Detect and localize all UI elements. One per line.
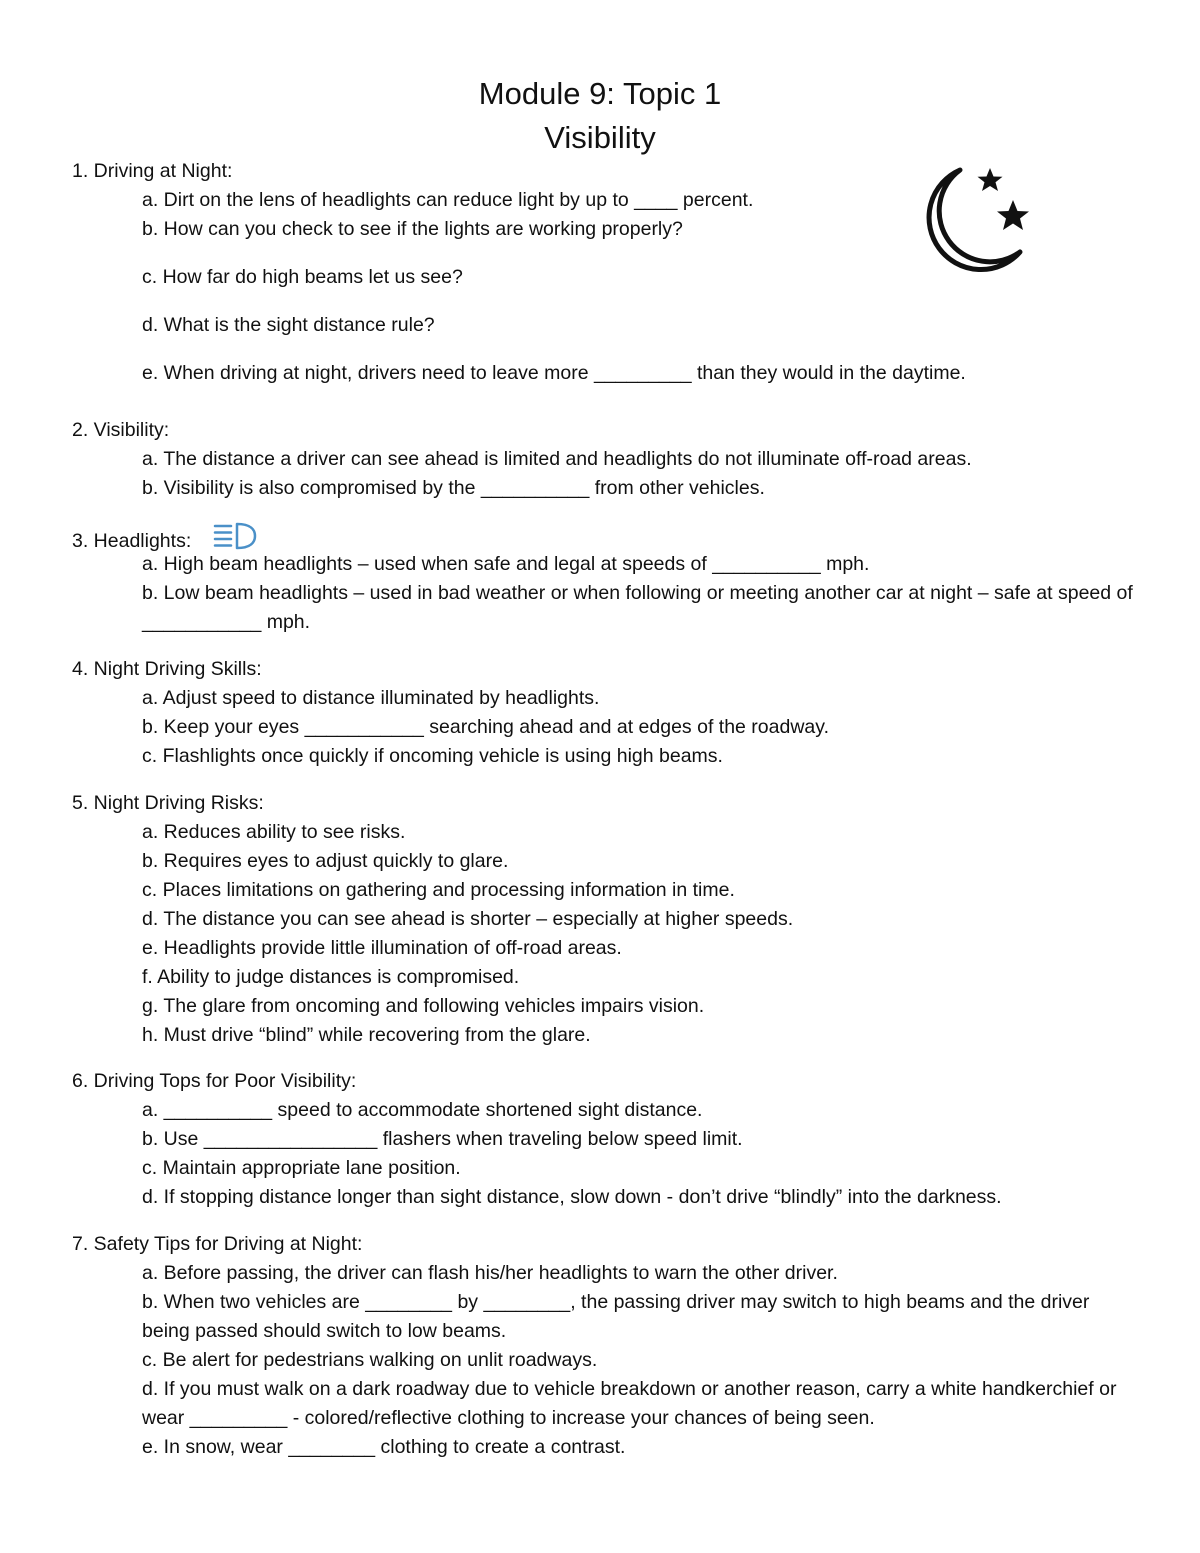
section-heading: 5. Night Driving Risks:: [72, 792, 264, 814]
section-driving-at-night: [72, 157, 1142, 388]
list-item: a. High beam headlights – used when safe and legal at speeds of __________ mph.: [142, 553, 870, 575]
list-item: b. Use ________________ flashers when traveling below speed limit.: [142, 1128, 743, 1150]
section-poor-visibility-tips: [72, 1067, 1142, 1212]
section-visibility: [72, 416, 1142, 503]
section-headlights: [72, 521, 1142, 637]
list-item: a. Before passing, the driver can flash his/her headlights to warn the other driver.: [142, 1262, 838, 1284]
headlight-icon: [211, 521, 257, 551]
list-item: c. Be alert for pedestrians walking on unlit roadways.: [142, 1349, 598, 1371]
list-item: c. Flashlights once quickly if oncoming vehicle is using high beams.: [142, 745, 723, 767]
list-item: e. When driving at night, drivers need to leave more _________ than they would in the daytime.: [142, 362, 966, 384]
list-item: a. Dirt on the lens of headlights can reduce light by up to ____ percent.: [142, 189, 754, 211]
list-item: g. The glare from oncoming and following vehicles impairs vision.: [142, 995, 705, 1017]
list-item: c. Maintain appropriate lane position.: [142, 1157, 461, 1179]
list-item: b. When two vehicles are ________ by ________, the passing driver may switch to high beams and the driver being passed should switch to low beams.: [142, 1291, 1090, 1342]
section-night-driving-skills: [72, 655, 1142, 771]
list-item: a. __________ speed to accommodate shortened sight distance.: [142, 1099, 703, 1121]
section-heading: 6. Driving Tops for Poor Visibility:: [72, 1070, 357, 1092]
section-night-safety-tips: [72, 1230, 1142, 1462]
list-item: b. Keep your eyes ___________ searching ahead and at edges of the roadway.: [142, 716, 829, 738]
list-item: d. What is the sight distance rule?: [142, 314, 435, 336]
list-item: f. Ability to judge distances is compromised.: [142, 966, 520, 988]
list-item: b. Low beam headlights – used in bad weather or when following or meeting another car at night – safe at speed of ___________ mph.: [142, 582, 1133, 633]
section-heading: 1. Driving at Night:: [72, 160, 233, 182]
section-heading: 2. Visibility:: [72, 419, 170, 441]
list-item: b. Requires eyes to adjust quickly to glare.: [142, 850, 509, 872]
section-heading: 4. Night Driving Skills:: [72, 658, 262, 680]
section-heading: 7. Safety Tips for Driving at Night:: [72, 1233, 363, 1255]
list-item: d. The distance you can see ahead is shorter – especially at higher speeds.: [142, 908, 794, 930]
page-subtitle: Visibility: [544, 120, 656, 155]
section-night-driving-risks: [72, 789, 1142, 1050]
list-item: a. Adjust speed to distance illuminated by headlights.: [142, 687, 600, 709]
list-item: h. Must drive “blind” while recovering from the glare.: [142, 1024, 591, 1046]
list-item: c. How far do high beams let us see?: [142, 266, 463, 288]
list-item: b. How can you check to see if the lights are working properly?: [142, 218, 683, 240]
list-item: b. Visibility is also compromised by the __________ from other vehicles.: [142, 477, 765, 499]
list-item: e. In snow, wear ________ clothing to create a contrast.: [142, 1436, 626, 1458]
list-item: d. If you must walk on a dark roadway due to vehicle breakdown or another reason, carry a white handkerchief or wear _________ - colored/reflective clothing to increase your chances of being seen.: [142, 1378, 1117, 1429]
section-heading-row: [72, 521, 1142, 550]
list-item: a. Reduces ability to see risks.: [142, 821, 406, 843]
list-item: e. Headlights provide little illumination of off-road areas.: [142, 937, 622, 959]
list-item: d. If stopping distance longer than sight distance, slow down - don’t drive “blindly” into the darkness.: [142, 1186, 1002, 1208]
page-title: Module 9: Topic 1: [478, 76, 722, 111]
list-item: c. Places limitations on gathering and processing information in time.: [142, 879, 735, 901]
list-item: a. The distance a driver can see ahead is limited and headlights do not illuminate off-road areas.: [142, 448, 972, 470]
section-heading: 3. Headlights:: [72, 530, 192, 552]
